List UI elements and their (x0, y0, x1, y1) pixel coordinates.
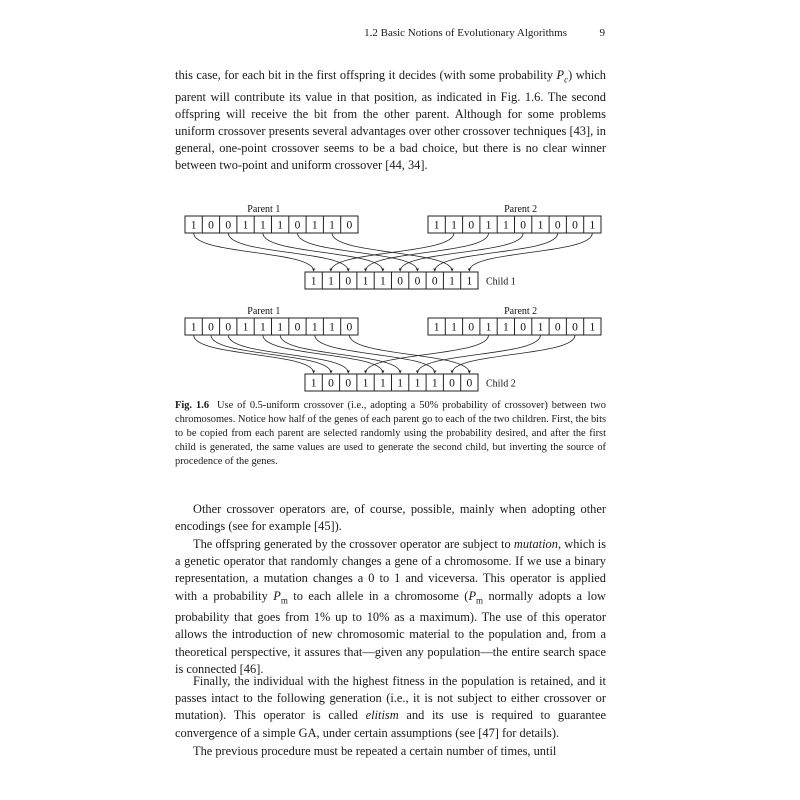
child-bit: 0 (414, 275, 421, 288)
gene-arrow (228, 233, 348, 271)
parent-2-bit: 0 (520, 219, 527, 232)
term-elitism: elitism (365, 708, 399, 723)
parent-1-bit: 0 (225, 219, 232, 232)
symbol-sub-m-2: m (476, 595, 484, 606)
child-bit: 0 (466, 377, 473, 390)
uniform-crossover-figure (150, 190, 630, 395)
parent-1-bit: 0 (346, 321, 353, 334)
parent-1-bit: 1 (259, 219, 266, 232)
parent-2-bit: 1 (589, 321, 596, 334)
parent-1-bit: 0 (208, 321, 214, 334)
gene-arrow (452, 335, 575, 373)
child-bit: 1 (466, 275, 473, 288)
parent-2-bit: 0 (520, 321, 527, 334)
parent-1-bit: 1 (329, 321, 335, 334)
child-label: Child 2 (486, 378, 516, 390)
parent-1-bit: 0 (208, 219, 214, 232)
child-bit: 0 (431, 275, 438, 288)
crossover-diagram-child-1 (185, 204, 601, 289)
child-bit: 0 (397, 275, 404, 288)
parent-1-bit: 0 (346, 219, 353, 232)
parent-2-bit: 1 (451, 321, 457, 334)
gene-arrow (366, 335, 489, 373)
parent-2-bit: 1 (502, 321, 509, 334)
paragraph-repeat (175, 743, 606, 760)
parent-2-bit: 1 (433, 219, 440, 232)
parent-2-label: Parent 2 (504, 204, 538, 215)
child-label: Child 1 (486, 276, 516, 288)
gene-arrow (263, 233, 383, 271)
gene-arrow (417, 335, 540, 373)
symbol-sub-m-1: m (280, 595, 288, 606)
parent-1-label: Parent 1 (247, 306, 281, 317)
child-bit: 0 (328, 377, 334, 390)
parent-2-bit: 1 (537, 219, 544, 232)
gene-arrow (366, 233, 489, 271)
parent-2-bit: 0 (572, 219, 578, 232)
parent-1-bit: 1 (329, 219, 335, 232)
parent-1-bit: 1 (311, 219, 318, 232)
parent-1-bit: 1 (190, 219, 197, 232)
child-bit: 1 (362, 377, 369, 390)
p3-text-d: normally adopts a low probability that goes from 1% up to 10% as a maximum). The use of this operator allows the introduction of new chromosomic material to the population and, from a theoretical perspective, it assures that—given any population—the entire search space is connected [46]. (175, 588, 607, 676)
gene-arrow (315, 335, 435, 373)
parent-2-bit: 0 (572, 321, 578, 334)
parent-2-bit: 1 (485, 321, 492, 334)
child-bit: 0 (345, 377, 352, 390)
gene-arrow (400, 233, 523, 271)
gene-arrow (332, 233, 452, 271)
symbol-p-m-2: P (468, 588, 477, 603)
paragraph-mutation (175, 536, 606, 678)
gene-arrow (297, 233, 417, 271)
gene-arrow (435, 233, 558, 271)
child-bit: 1 (397, 377, 404, 390)
p4-text-a: Finally, the individual with the highest fitness in the population is retained, and it passes intact to the following generation (i.e., it is not subject to either crossover or mutation). This operator is called (175, 674, 606, 723)
gene-arrow (194, 233, 314, 271)
parent-2-bit: 0 (554, 219, 561, 232)
p1-text-b: ) which parent will contribute its value in that position, as indicated in Fig. 1.6. The second offspring will receive the bit from the other parent. Although for some problems uniform crossover presents several advantages over other crossover techniques [43], in general, one-point crossover seems to be a bad choice, but there is no clear winner between two-point and uniform crossover [44, 34]. (175, 68, 606, 173)
parent-1-label: Parent 1 (247, 204, 281, 215)
parent-1-bit: 0 (294, 219, 301, 232)
p3-text-b: , which is a genetic operator that randomly changes a gene of a chromosome. If we use a binary representation, a mutation changes a 0 to 1 and viceversa. This operator is applied with a probability (175, 537, 606, 603)
paragraph-other-operators (175, 501, 606, 535)
gene-arrow (280, 335, 400, 373)
parent-2-bit: 0 (468, 219, 475, 232)
parent-1-bit: 1 (259, 321, 266, 334)
symbol-p: P (556, 68, 565, 82)
caption-label: Fig. 1.6 (175, 400, 210, 411)
parent-2-bit: 1 (589, 219, 596, 232)
paragraph-elitism (175, 673, 606, 742)
parent-1-bit: 0 (225, 321, 232, 334)
symbol-p-m-1: P (273, 588, 281, 603)
child-bit: 0 (449, 377, 455, 390)
parent-2-bit: 0 (468, 321, 475, 334)
parent-1-bit: 1 (242, 321, 249, 334)
figure-caption (175, 399, 606, 469)
parent-1-bit: 1 (277, 219, 284, 232)
parent-2-bit: 1 (502, 219, 509, 232)
child-bit: 1 (431, 377, 438, 390)
child-bit: 1 (414, 377, 421, 390)
parent-1-bit: 1 (190, 321, 197, 334)
gene-arrow (211, 335, 331, 373)
parent-2-bit: 1 (485, 219, 492, 232)
parent-2-bit: 1 (433, 321, 440, 334)
child-bit: 1 (379, 275, 386, 288)
child-bit: 1 (310, 377, 317, 390)
p3-text-a: The offspring generated by the crossover operator are subject to (193, 537, 514, 551)
gene-arrow (228, 335, 348, 373)
child-bit: 0 (345, 275, 352, 288)
section-title: 1.2 Basic Notions of Evolutionary Algorithms (364, 27, 567, 39)
p3-text-c: to each allele in a chromosome ( (287, 588, 469, 603)
gene-arrow (194, 335, 314, 373)
child-bit: 1 (449, 275, 455, 288)
parent-2-label: Parent 2 (504, 306, 538, 317)
parent-2-bit: 1 (451, 219, 457, 232)
gene-arrow (469, 233, 592, 271)
parent-2-bit: 0 (554, 321, 561, 334)
gene-arrow (263, 335, 383, 373)
gene-arrow (349, 335, 469, 373)
p4-text-b: and its use is required to guarantee convergence of a simple GA, under certain assumptions (see [47] for details). (175, 708, 606, 740)
page-number: 9 (599, 27, 605, 39)
term-mutation: mutation (513, 537, 558, 551)
p5-text: The previous procedure must be repeated a certain number of times, until (193, 744, 557, 758)
paragraph-uniform-crossover (175, 67, 606, 175)
parent-1-bit: 1 (311, 321, 318, 334)
child-bit: 1 (362, 275, 369, 288)
parent-1-bit: 1 (277, 321, 284, 334)
gene-arrow (331, 233, 454, 271)
child-bit: 1 (328, 275, 334, 288)
parent-2-bit: 1 (537, 321, 544, 334)
crossover-diagram-child-2 (185, 306, 601, 391)
parent-1-bit: 0 (294, 321, 301, 334)
p1-text-a: this case, for each bit in the first offspring it decides (with some probability (175, 68, 557, 82)
child-bit: 1 (310, 275, 317, 288)
p2-text: Other crossover operators are, of course, possible, mainly when adopting other encodings (see for example [45]). (175, 502, 606, 534)
child-bit: 1 (379, 377, 386, 390)
parent-1-bit: 1 (242, 219, 249, 232)
caption-text: Use of 0.5-uniform crossover (i.e., adopting a 50% probability of crossover) between two chromosomes. Notice how half of the genes of each parent go to each of the two children. First, the bits to be copied from each parent are selected randomly using the probability desired, and after the first child is generated, the same values are used to generate the second child, but inverting the source of procedence of the genes. (175, 400, 606, 467)
symbol-sub-c: c (564, 74, 569, 85)
